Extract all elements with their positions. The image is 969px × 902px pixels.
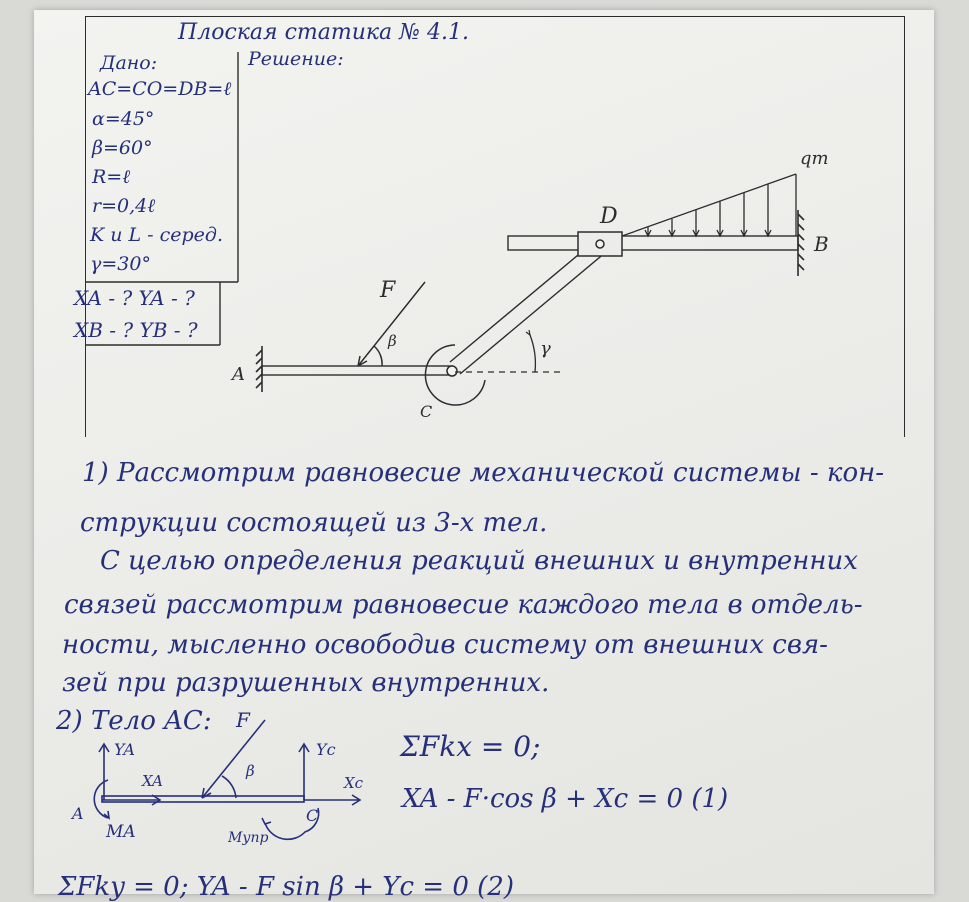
label-xc: Xc bbox=[344, 774, 364, 792]
unknowns-line: XB - ? YB - ? bbox=[74, 318, 198, 342]
beam-db bbox=[508, 236, 798, 250]
paragraph-line: 1) Рассмотрим равновесие механической системы - кон- bbox=[82, 458, 885, 488]
paragraph-line: С целью определения реакций внешних и внутренних bbox=[100, 546, 858, 576]
wall-a bbox=[256, 346, 262, 392]
rod-cd bbox=[450, 240, 606, 374]
given-line: γ=30° bbox=[90, 253, 151, 275]
label-a-body: A bbox=[72, 804, 84, 823]
body-ac-heading: 2) Тело AC: bbox=[56, 706, 212, 736]
given-line: r=0,4ℓ bbox=[92, 195, 156, 217]
body-ac-f-label: F bbox=[236, 708, 250, 732]
label-a: A bbox=[232, 364, 245, 385]
label-beta-body: β bbox=[246, 762, 255, 780]
given-line: R=ℓ bbox=[92, 166, 131, 188]
label-d: D bbox=[600, 204, 618, 229]
given-label: Дано: bbox=[100, 52, 158, 74]
label-ya: YA bbox=[114, 740, 135, 759]
paragraph-line: струкции состоящей из 3-х тел. bbox=[80, 508, 548, 538]
label-ma: MA bbox=[106, 822, 136, 842]
label-qm: qm bbox=[800, 148, 829, 169]
label-xa: XA bbox=[142, 772, 163, 790]
unknowns-line: XA - ? YA - ? bbox=[74, 286, 195, 310]
paragraph-line: ности, мысленно освободив систему от внешних свя- bbox=[62, 630, 828, 660]
label-gamma: γ bbox=[540, 338, 551, 359]
task-title: Плоская статика № 4.1. bbox=[178, 20, 469, 45]
paragraph-line: связей рассмотрим равновесие каждого тела в отдель- bbox=[64, 590, 863, 620]
beam-ac bbox=[262, 366, 452, 375]
given-line: β=60° bbox=[92, 137, 153, 159]
label-c: C bbox=[420, 402, 433, 421]
label-f: F bbox=[380, 278, 396, 303]
given-line: AC=CO=DB=ℓ bbox=[88, 78, 232, 100]
distributed-load bbox=[622, 174, 796, 236]
label-c-body: C bbox=[306, 806, 319, 825]
equation-2-cut: ΣFky = 0; YA - F sin β + Yc = 0 (2) bbox=[58, 872, 514, 902]
solution-label: Решение: bbox=[248, 48, 344, 70]
equation-1: XA - F·cos β + Xc = 0 (1) bbox=[402, 784, 729, 814]
label-yc: Yc bbox=[316, 740, 336, 759]
label-m-upr: Mупр bbox=[228, 830, 269, 846]
hinge-c bbox=[447, 366, 457, 376]
equation-sum: ΣFkx = 0; bbox=[400, 730, 541, 763]
paragraph-line: зей при разрушенных внутренних. bbox=[62, 668, 550, 698]
given-line: α=45° bbox=[92, 108, 155, 130]
wall-b bbox=[798, 210, 804, 276]
label-beta: β bbox=[388, 332, 397, 350]
given-line: K и L - серед. bbox=[90, 224, 223, 246]
label-b: B bbox=[814, 232, 829, 256]
